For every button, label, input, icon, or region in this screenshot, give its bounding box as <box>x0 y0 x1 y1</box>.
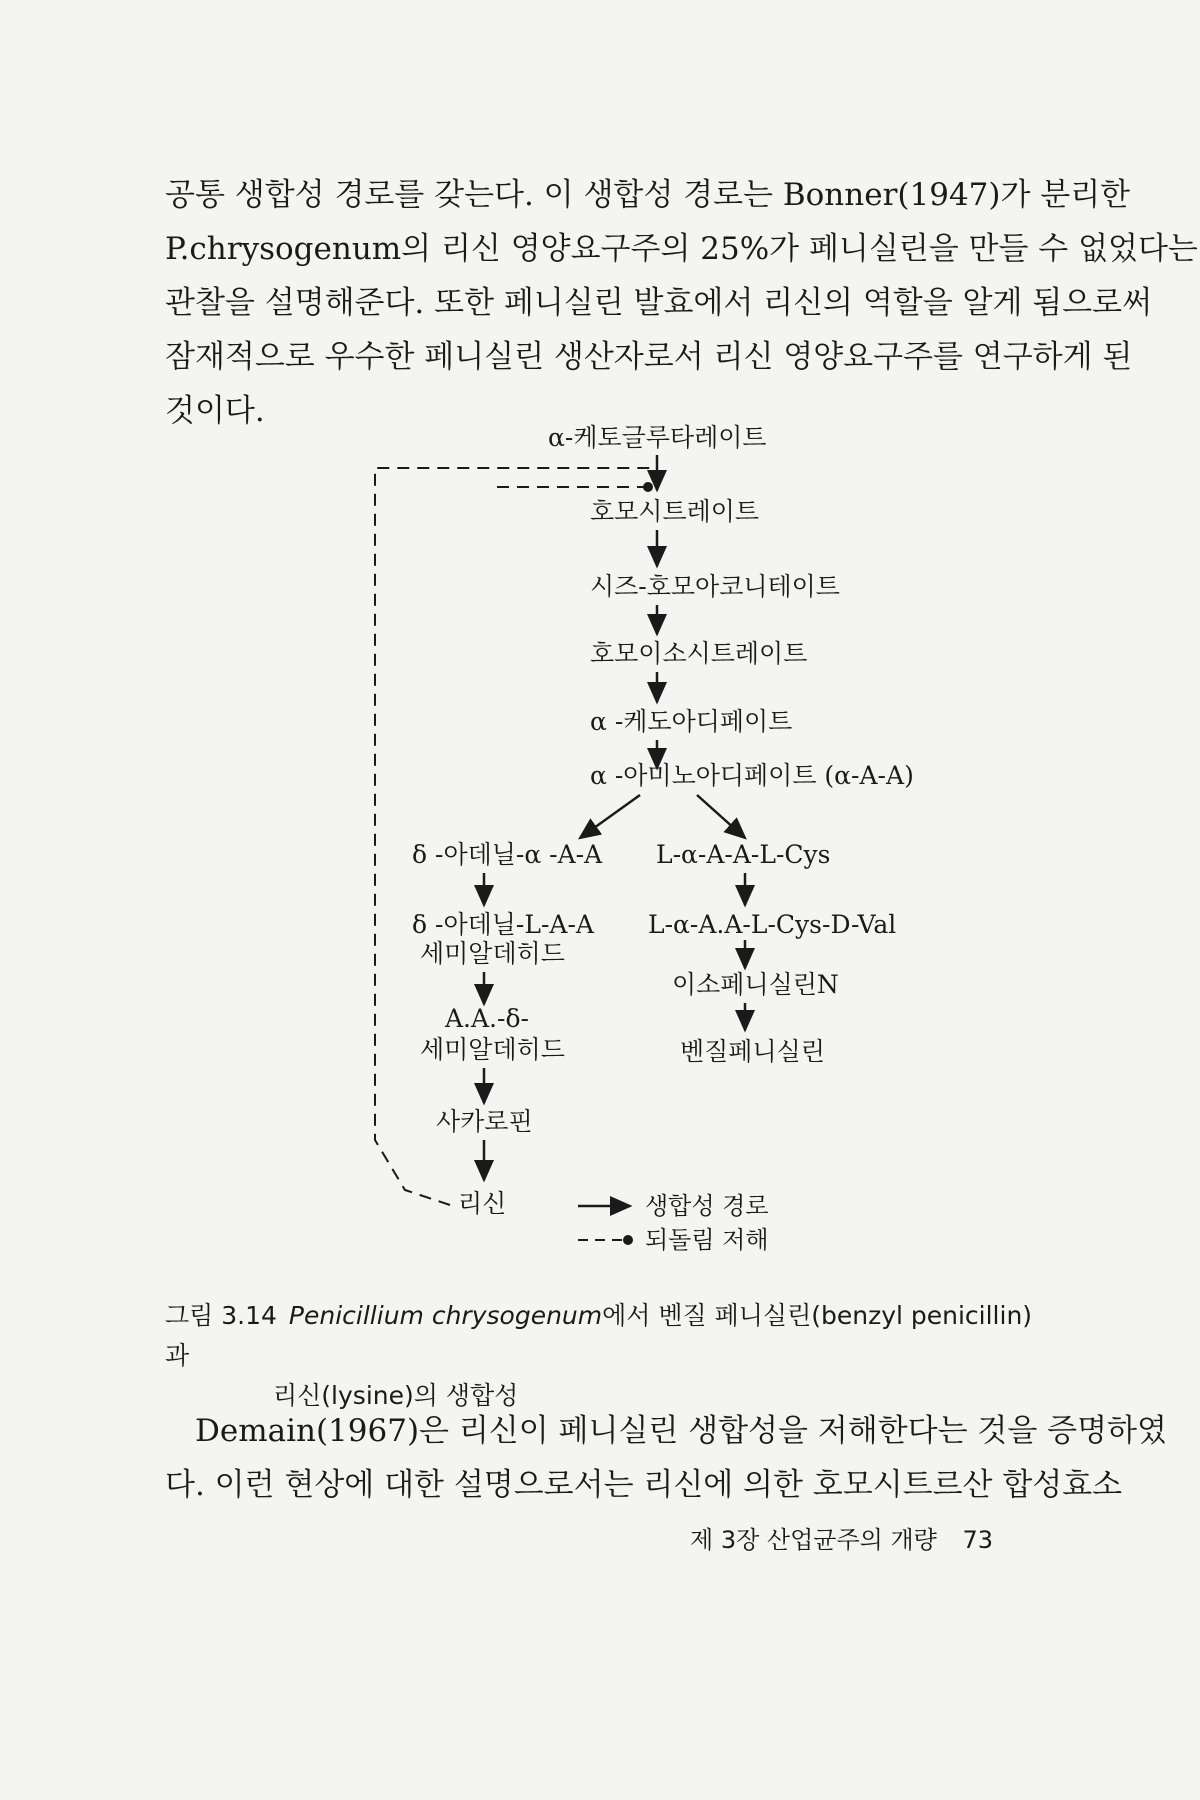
legend-feedback-inhibition: 되돌림 저해 <box>645 1226 769 1254</box>
text-line: 공통 생합성 경로를 갖는다. 이 생합성 경로는 Bonner(1947)가 분리한 <box>165 177 1131 213</box>
node-delta-adenyl-aaa: δ -아데닐-α -A-A <box>412 840 603 869</box>
text-line: 관찰을 설명해준다. 또한 페니실린 발효에서 리신의 역할을 알게 됨으로써 <box>165 285 1153 321</box>
page-footer <box>690 1520 993 1555</box>
node-alpha-aminoadipate: α -아미노아디페이트 (α-A-A) <box>590 761 914 790</box>
node-alpha-ketoglutarate: α-케토글루타레이트 <box>548 423 767 452</box>
caption-text-2: 리신(lysine)의 생합성 <box>273 1381 519 1410</box>
legend <box>578 1192 769 1254</box>
node-delta-adenyl-laa: δ -아데닐-L-A-A <box>412 910 594 939</box>
arrow-branch-left <box>580 795 640 838</box>
text-line: P.chrysogenum의 리신 영양요구주의 25%가 페니실린을 만들 수 없었다는 <box>165 231 1198 267</box>
node-semialdehyde-2: 세미알데히드 <box>420 1035 565 1064</box>
chapter-title: 제 3장 산업균주의 개량 <box>690 1526 937 1554</box>
node-cis-homoaconitate: 시즈-호모아코니테이트 <box>590 572 840 601</box>
node-homoisocitrate: 호모이소시트레이트 <box>590 639 808 668</box>
node-laa-cys-val: L-α-A.A-L-Cys-D-Val <box>648 910 897 939</box>
caption-text-1: 에서 벤질 페니실린(benzyl penicillin)과 <box>165 1301 1033 1370</box>
text-line: Demain(1967)은 리신이 페니실린 생합성을 저해한다는 것을 증명하였 <box>195 1413 1167 1449</box>
node-laa-cys: L-α-A-A-L-Cys <box>656 840 831 869</box>
inhibition-dot <box>643 482 653 492</box>
arrow-branch-right <box>697 795 745 838</box>
legend-biosynthetic-path: 생합성 경로 <box>645 1192 769 1220</box>
legend-inhibition-dot-icon <box>623 1235 633 1245</box>
node-aa-delta: A.A.-δ- <box>445 1004 529 1033</box>
node-isopenicillin-n: 이소페니실린N <box>672 970 839 999</box>
page-number: 73 <box>962 1526 993 1554</box>
text-line: 잠재적으로 우수한 페니실린 생산자로서 리신 영양요구주를 연구하게 된 <box>165 339 1133 375</box>
node-lysine: 리신 <box>458 1189 507 1218</box>
node-alpha-ketoadipate: α -케도아디페이트 <box>590 707 793 736</box>
text-line: 다. 이런 현상에 대한 설명으로서는 리신에 의한 호모시트르산 합성효소 <box>165 1467 1123 1503</box>
closing-paragraph <box>165 1404 1167 1512</box>
caption-species: Penicillium chrysogenum <box>288 1301 603 1330</box>
node-semialdehyde-1: 세미알데히드 <box>420 939 565 968</box>
node-saccharopine: 사카로핀 <box>436 1107 533 1136</box>
figure-caption <box>165 1296 1055 1416</box>
node-benzylpenicillin: 벤질페니실린 <box>680 1037 825 1066</box>
text-line: 것이다. <box>165 393 265 429</box>
node-homocitrate: 호모시트레이트 <box>590 497 760 526</box>
figure-label: 그림 3.14 <box>165 1301 277 1330</box>
